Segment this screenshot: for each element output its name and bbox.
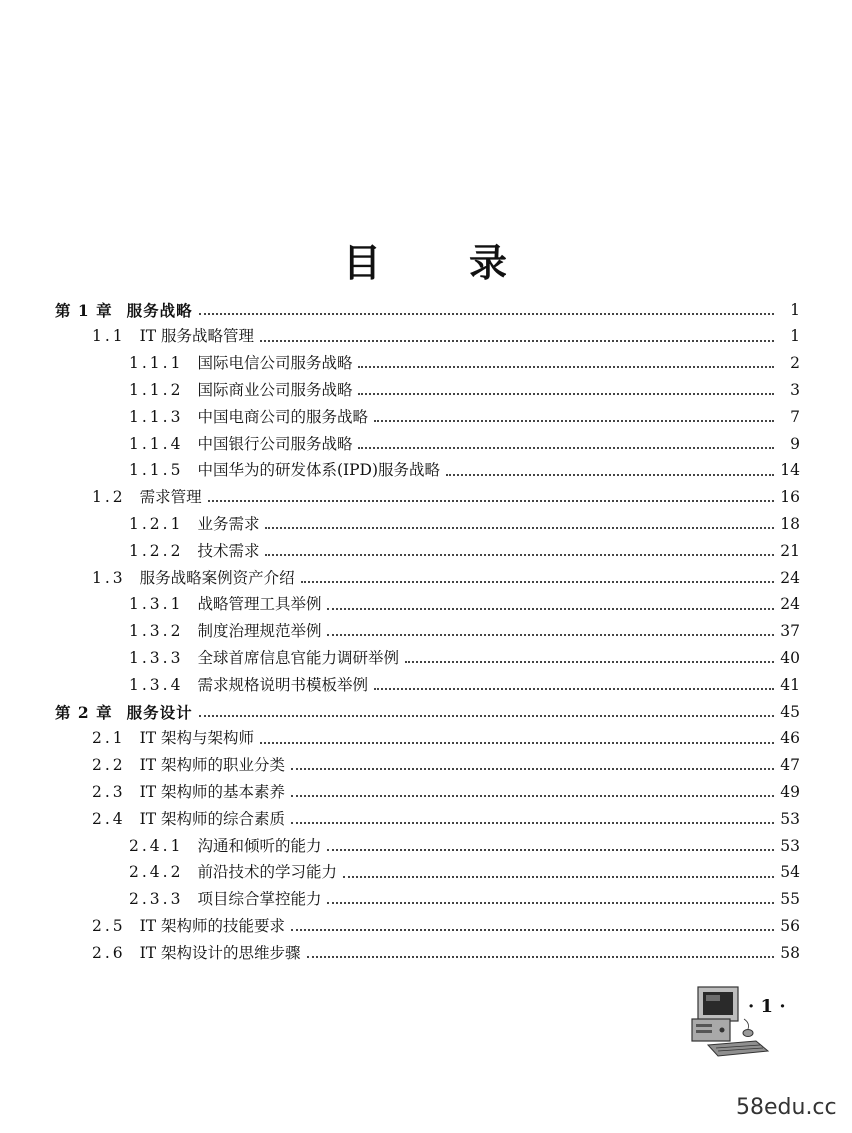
toc-row[interactable] <box>129 887 800 914</box>
toc-label: 沟通和倾听的能力 <box>197 836 322 855</box>
toc-number: 2.4.1 <box>129 836 184 855</box>
toc-row[interactable] <box>92 324 800 351</box>
toc-page-number: 53 <box>780 809 800 828</box>
toc-row[interactable] <box>129 619 800 646</box>
toc-label: 战略管理工具举例 <box>197 595 322 614</box>
toc-page-number: 21 <box>780 541 800 560</box>
toc-label: IT 架构师的综合素质 <box>139 809 286 828</box>
toc-number: 2.6 <box>92 943 126 962</box>
toc-row[interactable] <box>92 779 800 806</box>
toc-number: 1.1.1 <box>129 354 184 373</box>
toc-page-number: 24 <box>780 568 800 587</box>
toc-row[interactable] <box>92 485 800 512</box>
dot-leader <box>291 821 774 824</box>
dot-leader <box>327 848 774 851</box>
toc-page-number: 45 <box>780 702 800 721</box>
toc-number: 2.4.2 <box>129 863 184 882</box>
toc-row[interactable] <box>92 806 800 833</box>
dot-leader <box>199 714 774 717</box>
dot-leader <box>343 875 774 878</box>
toc-number: 第 2 章 <box>55 702 113 722</box>
toc-label: 服务战略案例资产介绍 <box>139 568 295 587</box>
toc-number: 2.4 <box>92 809 126 828</box>
toc-label: 国际电信公司服务战略 <box>197 354 353 373</box>
watermark-text: 58edu.cc <box>736 1095 837 1120</box>
toc-row[interactable] <box>129 458 800 485</box>
toc-row[interactable] <box>92 753 800 780</box>
dot-leader <box>327 633 774 636</box>
toc-number: 1.2 <box>92 488 126 507</box>
toc-row[interactable] <box>92 726 800 753</box>
dot-leader <box>358 365 774 368</box>
toc-page-number: 3 <box>790 381 800 400</box>
toc-number: 2.3.3 <box>129 890 184 909</box>
dot-leader <box>265 526 774 529</box>
toc-number: 1.1.2 <box>129 381 184 400</box>
dot-leader <box>208 499 774 502</box>
toc-label: IT 架构与架构师 <box>139 729 255 748</box>
dot-leader <box>405 660 774 663</box>
toc-row[interactable] <box>92 913 800 940</box>
toc-label: 服务战略 <box>126 300 193 320</box>
dot-leader <box>446 473 774 476</box>
title-char-left: 目 <box>342 241 383 285</box>
toc-number: 1.1 <box>92 327 126 346</box>
toc-label: 中国华为的研发体系(IPD)服务战略 <box>197 461 441 480</box>
toc-page-number: 9 <box>790 434 800 453</box>
dot-leader <box>265 553 774 556</box>
toc-label: IT 架构师的技能要求 <box>139 917 286 936</box>
toc-number: 2.1 <box>92 729 126 748</box>
toc-page-number: 14 <box>780 461 800 480</box>
toc-number: 1.1.4 <box>129 434 184 453</box>
dot-leader <box>291 767 774 770</box>
toc-number: 1.2.1 <box>129 515 184 534</box>
toc-row[interactable] <box>129 645 800 672</box>
toc-page-number: 7 <box>790 407 800 426</box>
page-number: · 1 · <box>748 996 786 1017</box>
toc-page-number: 16 <box>780 488 800 507</box>
toc-row[interactable] <box>92 565 800 592</box>
toc-number: 1.3.4 <box>129 675 184 694</box>
dot-leader <box>358 392 774 395</box>
toc-page-number: 37 <box>780 622 800 641</box>
toc-page-number: 1 <box>790 300 800 319</box>
toc-label: IT 架构师的基本素养 <box>139 783 286 802</box>
toc-page-number: 53 <box>780 836 800 855</box>
toc-number: 2.5 <box>92 917 126 936</box>
toc-label: IT 架构师的职业分类 <box>139 756 286 775</box>
dot-leader <box>327 607 774 610</box>
dot-leader <box>327 901 774 904</box>
toc-label: 制度治理规范举例 <box>197 622 322 641</box>
dot-leader <box>260 339 774 342</box>
toc-page-number: 58 <box>780 943 800 962</box>
dot-leader <box>291 794 774 797</box>
toc-row[interactable] <box>129 511 800 538</box>
toc-label: 全球首席信息官能力调研举例 <box>197 649 399 668</box>
toc-label: 前沿技术的学习能力 <box>197 863 337 882</box>
toc-page-number: 40 <box>780 649 800 668</box>
title-char-right: 录 <box>469 241 510 285</box>
dot-leader <box>260 741 774 744</box>
toc-number: 1.2.2 <box>129 541 184 560</box>
toc-number: 1.1.5 <box>129 461 184 480</box>
toc-row[interactable] <box>129 377 800 404</box>
toc-row[interactable] <box>129 833 800 860</box>
toc-number: 第 1 章 <box>55 300 113 320</box>
toc-page-number: 54 <box>780 863 800 882</box>
dot-leader <box>374 687 774 690</box>
toc-page-number: 2 <box>790 354 800 373</box>
toc-row[interactable] <box>129 592 800 619</box>
toc-page-number: 56 <box>780 917 800 936</box>
dot-leader <box>307 955 774 958</box>
toc-label: IT 架构设计的思维步骤 <box>139 943 301 962</box>
toc-row[interactable] <box>129 538 800 565</box>
toc-number: 2.2 <box>92 756 126 775</box>
toc-number: 1.1.3 <box>129 407 184 426</box>
toc-page-number: 24 <box>780 595 800 614</box>
dot-leader <box>301 580 774 583</box>
toc-label: 中国电商公司的服务战略 <box>197 407 368 426</box>
toc-page-number: 47 <box>780 756 800 775</box>
toc-page-number: 41 <box>780 675 800 694</box>
toc-label: IT 服务战略管理 <box>139 327 255 346</box>
toc-label: 项目综合掌控能力 <box>197 890 322 909</box>
toc-label: 中国银行公司服务战略 <box>197 434 353 453</box>
toc-row[interactable] <box>129 431 800 458</box>
dot-leader <box>291 928 774 931</box>
toc-number: 1.3.3 <box>129 649 184 668</box>
toc-page-number: 49 <box>780 783 800 802</box>
toc-row[interactable] <box>92 940 800 967</box>
toc-page-number: 18 <box>780 515 800 534</box>
toc-row[interactable] <box>129 860 800 887</box>
dot-leader <box>199 312 774 315</box>
toc-row[interactable] <box>129 351 800 378</box>
toc-page-number: 1 <box>790 327 800 346</box>
toc-row[interactable] <box>129 672 800 699</box>
toc-page-number: 55 <box>780 890 800 909</box>
toc-page-number: 46 <box>780 729 800 748</box>
toc-number: 1.3.1 <box>129 595 184 614</box>
toc-label: 需求规格说明书模板举例 <box>197 675 368 694</box>
toc-chapter-row[interactable] <box>55 297 800 324</box>
dot-leader <box>374 419 774 422</box>
toc-number: 2.3 <box>92 783 126 802</box>
toc-row[interactable] <box>129 404 800 431</box>
toc-chapter-row[interactable] <box>55 699 800 726</box>
toc-number: 1.3 <box>92 568 126 587</box>
toc-label: 国际商业公司服务战略 <box>197 381 353 400</box>
toc-label: 服务设计 <box>126 702 193 722</box>
page-title <box>0 232 852 287</box>
toc-label: 技术需求 <box>197 541 260 560</box>
dot-leader <box>358 446 774 449</box>
toc-label: 需求管理 <box>139 488 202 507</box>
computer-icon <box>690 983 772 1059</box>
toc-label: 业务需求 <box>197 515 260 534</box>
toc-number: 1.3.2 <box>129 622 184 641</box>
